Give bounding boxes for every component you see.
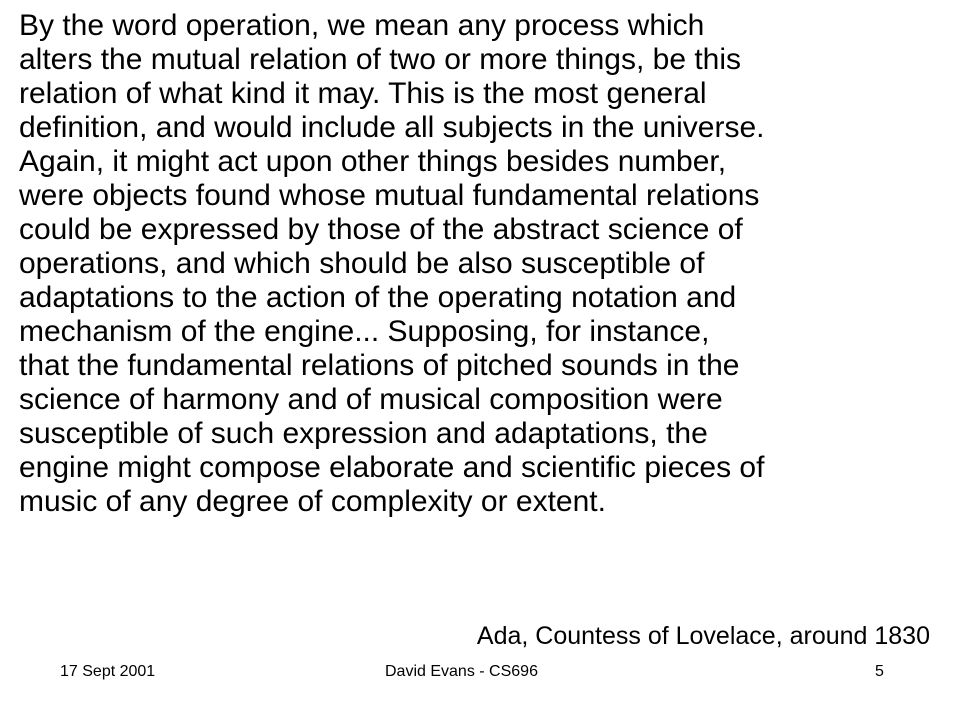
- quote-line: music of any degree of complexity or extent.: [19, 485, 606, 518]
- quote-line: engine might compose elaborate and scientific pieces of: [19, 451, 765, 484]
- quote-line: could be expressed by those of the abstract science of: [19, 213, 743, 246]
- quote-line: science of harmony and of musical composition were: [19, 383, 723, 416]
- quote-line: relation of what kind it may. This is the most general: [19, 77, 707, 110]
- quote-text: [19, 9, 954, 519]
- footer-author: David Evans - CS696: [385, 663, 538, 680]
- quote-line: By the word operation, we mean any process which: [19, 9, 705, 42]
- quote-line: definition, and would include all subjects in the universe.: [19, 111, 765, 144]
- quote-line: Again, it might act upon other things besides number,: [19, 145, 727, 178]
- footer-page-number: 5: [875, 663, 884, 680]
- quote-line: alters the mutual relation of two or more things, be this: [19, 43, 742, 76]
- quote-attribution: Ada, Countess of Lovelace, around 1830: [476, 622, 930, 650]
- quote-line: mechanism of the engine... Supposing, for instance,: [19, 315, 710, 348]
- footer-date: 17 Sept 2001: [60, 663, 156, 680]
- quote-line: adaptations to the action of the operating notation and: [19, 281, 737, 314]
- quote-line: susceptible of such expression and adaptations, the: [19, 417, 708, 450]
- quote-line: operations, and which should be also susceptible of: [19, 247, 705, 280]
- quote-line: were objects found whose mutual fundamental relations: [19, 179, 760, 212]
- quote-line: that the fundamental relations of pitched sounds in the: [19, 349, 740, 382]
